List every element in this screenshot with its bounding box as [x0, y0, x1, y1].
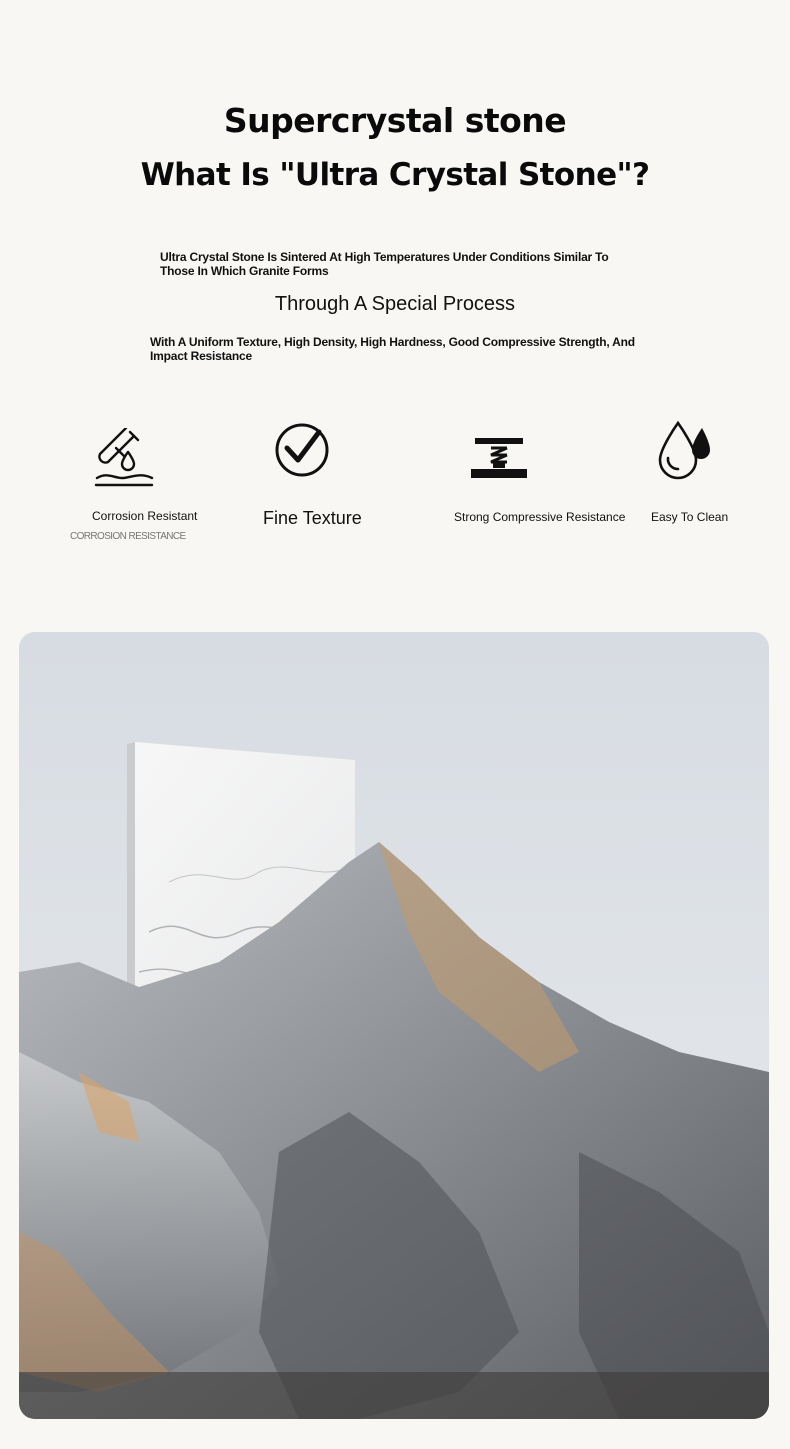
- feature-label-compressive: Strong Compressive Resistance: [454, 510, 626, 524]
- test-tube-icon: [92, 428, 156, 490]
- feature-label-clean: Easy To Clean: [651, 510, 729, 524]
- ghost-caption: CORROSION RESISTANCE: [70, 531, 186, 542]
- page-title: Supercrystal stone: [223, 101, 567, 140]
- check-circle-icon: [275, 422, 331, 478]
- feature-section: [0, 0, 790, 622]
- feature-label-corrosion: Corrosion Resistant: [92, 509, 198, 523]
- intro-subheading: Through A Special Process: [274, 293, 516, 315]
- water-drops-icon: [656, 420, 714, 480]
- mountain-marble-photo: [19, 632, 769, 1419]
- intro-paragraph-2: With A Uniform Texture, High Density, High Hardness, Good Compressive Strength, And Impact Resistance: [150, 335, 635, 363]
- page-question: What Is "Ultra Crystal Stone"?: [140, 157, 650, 193]
- feature-label-texture: Fine Texture: [263, 508, 362, 528]
- intro-paragraph: Ultra Crystal Stone Is Sintered At High Temperatures Under Conditions Similar To Those In Which Granite Forms: [160, 250, 609, 278]
- press-spring-icon: [471, 436, 527, 480]
